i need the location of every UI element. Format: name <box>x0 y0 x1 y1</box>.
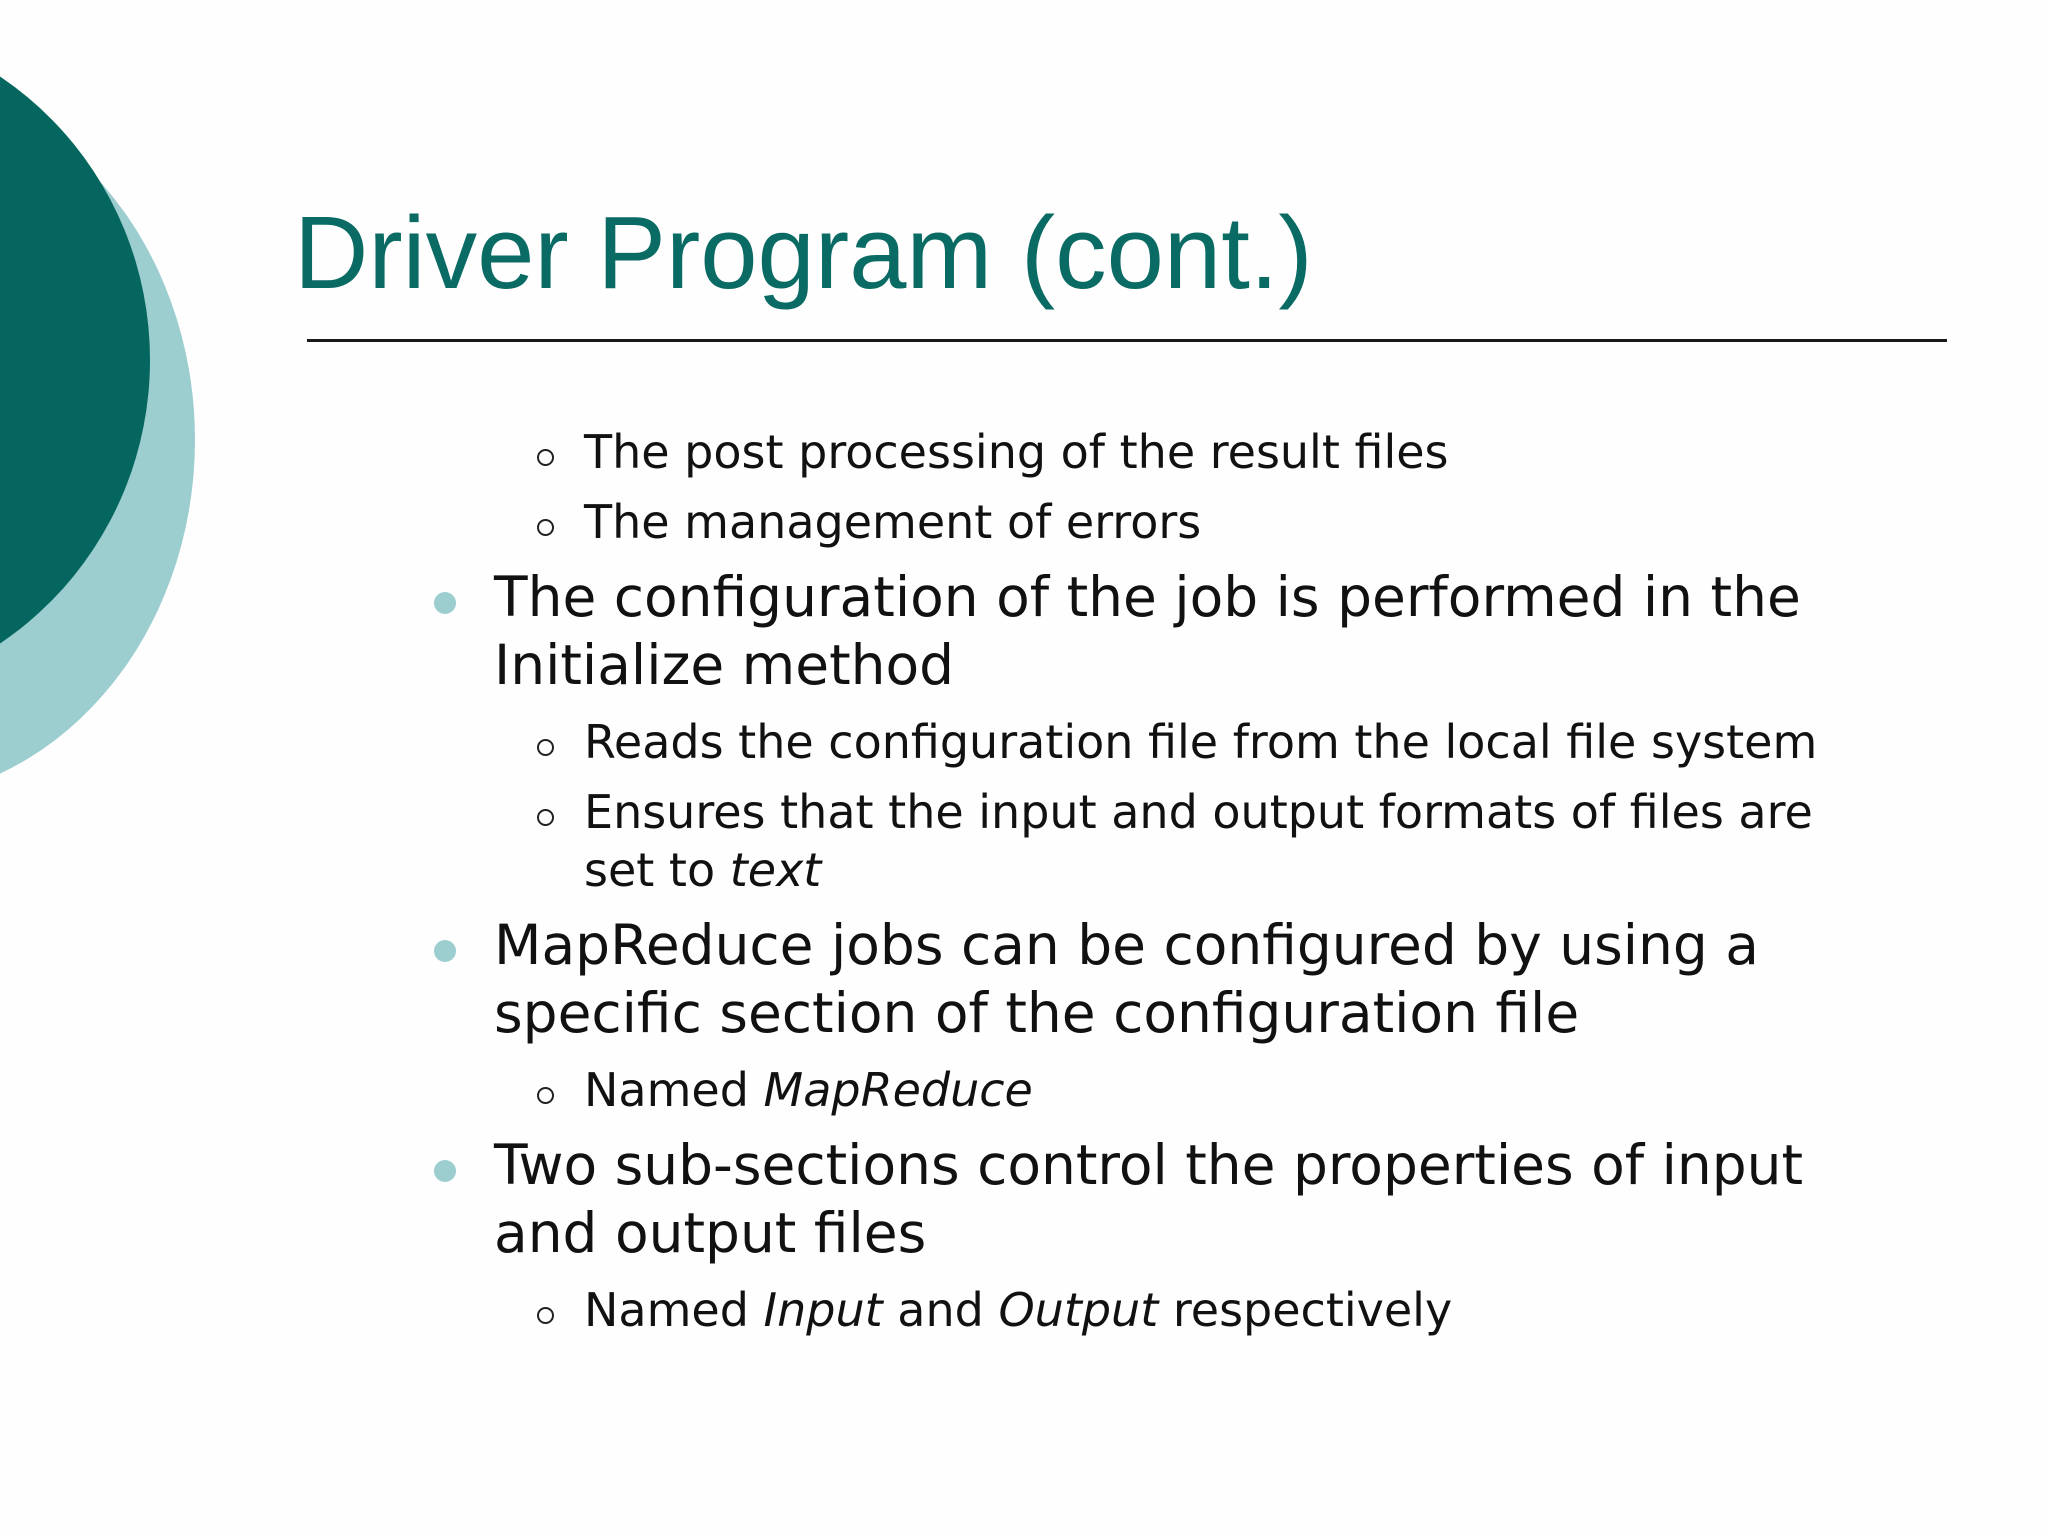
sub-bullet-text: The management of errors <box>584 495 1202 549</box>
title-divider <box>307 339 1947 342</box>
bullet-text-line: specific section of the configuration file <box>494 981 1580 1045</box>
bullet-text-line: and output files <box>494 1201 927 1265</box>
sub-bullet-text <box>584 1281 1452 1339</box>
plain-text: and <box>882 1283 999 1337</box>
plain-text: Named <box>584 1283 764 1337</box>
italic-text: Output <box>998 1283 1159 1337</box>
sub-bullet-text <box>584 1061 1033 1119</box>
hollow-bullet-icon <box>537 739 554 756</box>
hollow-bullet-icon <box>537 1307 554 1324</box>
bullet-text-line: MapReduce jobs can be configured by using a <box>494 913 1759 977</box>
filled-bullet-icon <box>434 592 456 614</box>
hollow-bullet-icon <box>537 519 554 536</box>
slide-title: Driver Program (cont.) <box>294 195 1313 310</box>
plain-text: respectively <box>1158 1283 1453 1337</box>
hollow-bullet-icon <box>537 1087 554 1104</box>
filled-bullet-icon <box>434 1160 456 1182</box>
sub-bullet-text-continued <box>584 841 821 899</box>
bullet-text-line: The configuration of the job is performed in the <box>494 565 1801 629</box>
bullet-text-line: Two sub-sections control the properties of input <box>494 1133 1804 1197</box>
plain-text: set to <box>584 843 730 897</box>
hollow-bullet-icon <box>537 449 554 466</box>
bullet-text-line: Initialize method <box>494 633 955 697</box>
italic-text: text <box>729 843 822 897</box>
italic-text: MapReduce <box>763 1063 1033 1117</box>
filled-bullet-icon <box>434 940 456 962</box>
sub-bullet-text: Ensures that the input and output formats of files are <box>584 785 1813 839</box>
italic-text: Input <box>763 1283 883 1337</box>
hollow-bullet-icon <box>537 809 554 826</box>
plain-text: Named <box>584 1063 764 1117</box>
sub-bullet-text: Reads the configuration file from the local file system <box>584 715 1818 769</box>
sub-bullet-text: The post processing of the result files <box>584 425 1449 479</box>
